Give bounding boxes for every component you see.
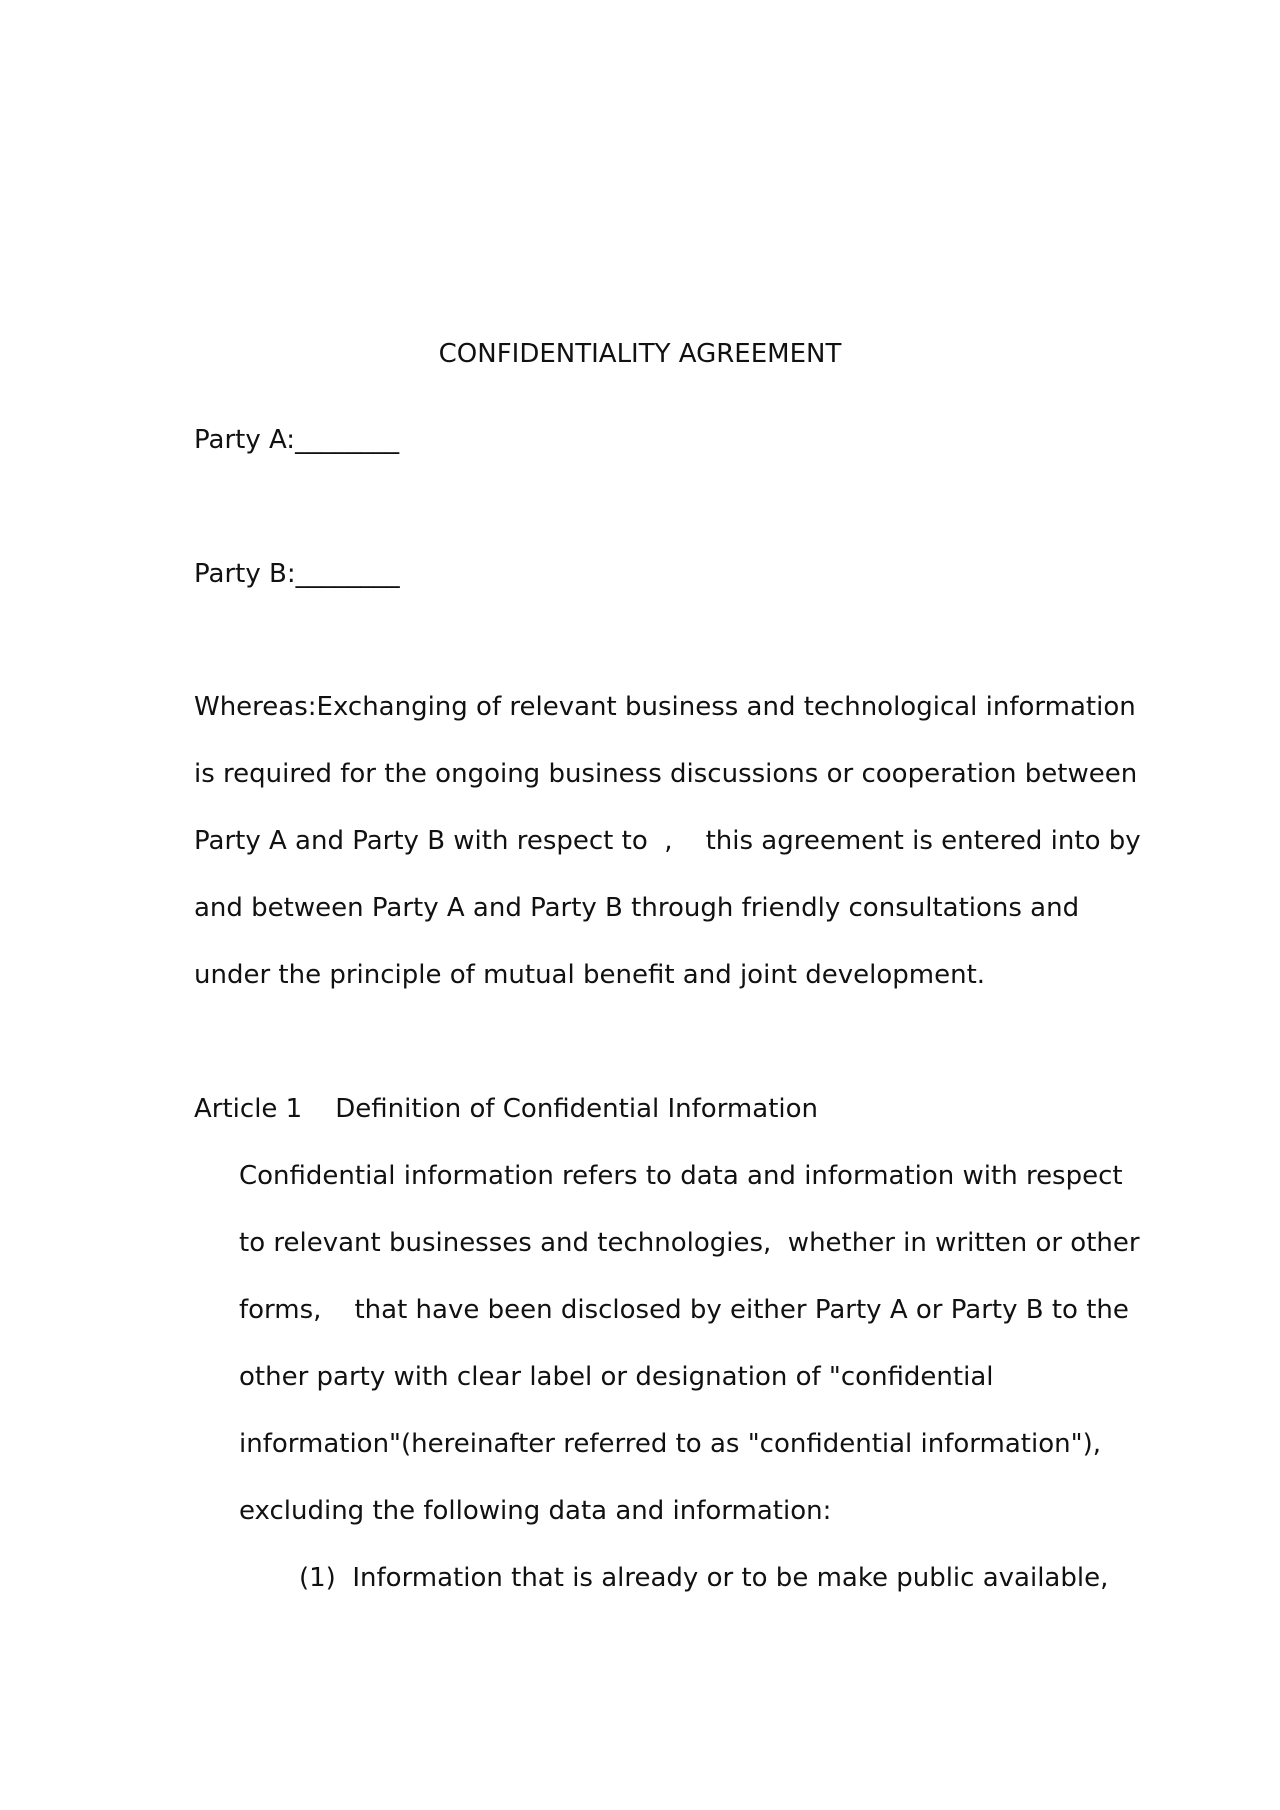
- article-1-line: excluding the following data and information:: [239, 1496, 832, 1526]
- party-a-field: Party A:________: [194, 425, 400, 455]
- whereas-line: Party A and Party B with respect to , this agreement is entered into by: [194, 826, 1141, 856]
- article-1-line: information"(hereinafter referred to as "confidential information"),: [239, 1429, 1101, 1459]
- whereas-line: Whereas:Exchanging of relevant business and technological information: [194, 692, 1136, 722]
- whereas-line: and between Party A and Party B through friendly consultations and: [194, 893, 1080, 923]
- article-1-line: forms, that have been disclosed by either Party A or Party B to the: [239, 1295, 1129, 1325]
- party-b-field: Party B:________: [194, 559, 400, 589]
- whereas-line: is required for the ongoing business discussions or cooperation between: [194, 759, 1138, 789]
- article-1-line: to relevant businesses and technologies, whether in written or other: [239, 1228, 1140, 1258]
- list-item-1: (1) Information that is already or to be make public available,: [299, 1563, 1109, 1593]
- article-1-line: Confidential information refers to data and information with respect: [239, 1161, 1123, 1191]
- article-1-heading: Article 1 Definition of Confidential Information: [194, 1094, 818, 1124]
- document-title: CONFIDENTIALITY AGREEMENT: [438, 339, 842, 369]
- whereas-line: under the principle of mutual benefit and joint development.: [194, 960, 986, 990]
- article-1-line: other party with clear label or designation of "confidential: [239, 1362, 994, 1392]
